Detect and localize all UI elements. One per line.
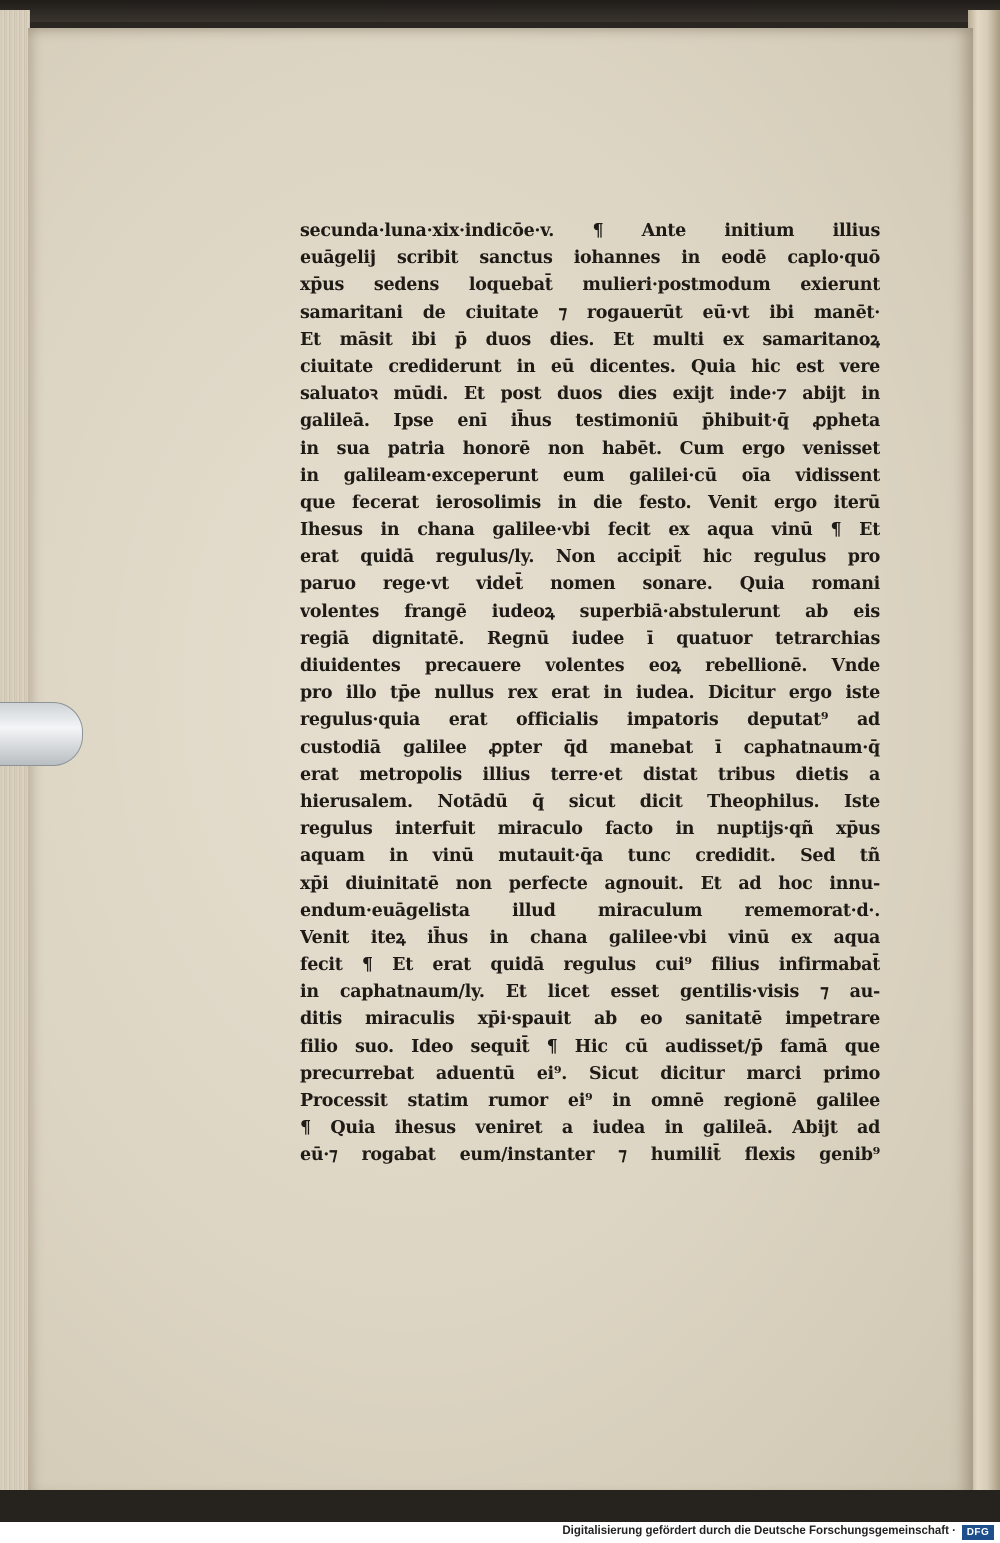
text-line: endum·euāgelista illud miraculum rememorat·d·. [300, 900, 880, 921]
text-line: Processit statim rumor ei⁹ in omnē regionē galilee [300, 1091, 880, 1111]
text-line: regiā dignitatē. Regnū iudee ī quatuor tetrarchias [300, 628, 880, 649]
text-line: samaritani de ciuitate ⁊ rogauerūt eū·vt ibi manēt· [300, 302, 880, 323]
text-line: secunda·luna·xix·indicōe·v. ¶ Ante initium illius [300, 221, 880, 241]
text-line: Venit iteꝝ ih̄us in chana galilee·vbi vinū ex aqua [300, 927, 880, 948]
text-block [300, 218, 880, 1198]
text-line: aquam in vinū mutauit·q̄a tunc credidit. Sed tñ [300, 846, 880, 867]
text-line: pro illo tp̄e nullus rex erat in iudea. Dicitur ergo iste [300, 683, 880, 704]
text-line: galileā. Ipse enī ih̄us testimoniū p̄hibuit·q̄ ꝓpheta [300, 411, 880, 432]
book-bottom-edge [0, 1490, 1000, 1522]
text-line: erat quidā regulus/ly. Non accipit̄ hic regulus pro [300, 547, 880, 568]
text-line: erat metropolis illius terre·et distat tribus dietis a [300, 764, 880, 785]
text-line: ¶ Quia ihesus veniret a iudea in galileā. Abijt ad [300, 1118, 880, 1139]
text-line: volentes frangē iudeoꝝ superbiā·abstulerunt ab eis [300, 601, 880, 622]
book-top-edge [0, 0, 1000, 22]
text-line: saluatoꝛ mūdi. Et post duos dies exijt inde·⁊ abijt in [300, 384, 880, 405]
text-line: precurrebat aduentū ei⁹. Sicut dicitur marci primo [300, 1063, 880, 1084]
text-line: diuidentes precauere volentes eoꝝ rebellionē. Vnde [300, 656, 880, 676]
text-line: Et māsit ibi p̄ duos dies. Et multi ex samaritanoꝝ [300, 329, 880, 350]
text-line: ciuitate crediderunt in eū dicentes. Quia hic est vere [300, 356, 880, 377]
text-line: hierusalem. Notādū q̄ sicut dicit Theophilus. Iste [300, 791, 880, 812]
text-line: filio suo. Ideo sequit̄ ¶ Hic cū audisset/p̄ famā que [300, 1036, 880, 1057]
text-line: xp̄i diuinitatē non perfecte agnouit. Et ad hoc innu- [300, 873, 880, 894]
text-line: Ihesus in chana galilee·vbi fecit ex aqua vinū ¶ Et [300, 520, 880, 541]
text-line: custodiā galilee ꝓpter q̄d manebat ī caphatnaum·q̄ [300, 737, 880, 758]
dfg-logo: DFG [962, 1525, 994, 1540]
text-line: ditis miraculis xp̄i·spauit ab eo sanitatē impetrare [300, 1009, 880, 1030]
text-line: fecit ¶ Et erat quidā regulus cui⁹ filius infirmabat̄ [300, 955, 880, 976]
text-line: in galileam·exceperunt eum galilei·cū oīa vidissent [300, 465, 880, 486]
text-line: paruo rege·vt videt̄ nomen sonare. Quia romani [300, 574, 880, 595]
text-line: eū·⁊ rogabat eum/instanter ⁊ humilit̄ flexis genib⁹ [300, 1145, 880, 1166]
text-line: euāgelij scribit sanctus iohannes in eodē caplo·quō [300, 248, 880, 269]
bookmark-clip [0, 702, 83, 766]
text-line: in sua patria honorē non habēt. Cum ergo venisset [300, 438, 880, 459]
text-line: xp̄us sedens loquebat̄ mulieri·postmodum exierunt [300, 275, 880, 296]
text-line: regulus·quia erat officialis impatoris deputat⁹ ad [300, 710, 880, 731]
text-line: regulus interfuit miraculo facto in nuptijs·qñ xp̄us [300, 819, 880, 840]
funding-credit: Digitalisierung gefördert durch die Deutsche Forschungsgemeinschaft · [562, 1525, 956, 1537]
text-line: que fecerat ierosolimis in die festo. Venit ergo iterū [300, 492, 880, 513]
footer-banner [0, 1522, 1000, 1543]
text-line: in caphatnaum/ly. Et licet esset gentilis·visis ⁊ au- [300, 982, 880, 1003]
